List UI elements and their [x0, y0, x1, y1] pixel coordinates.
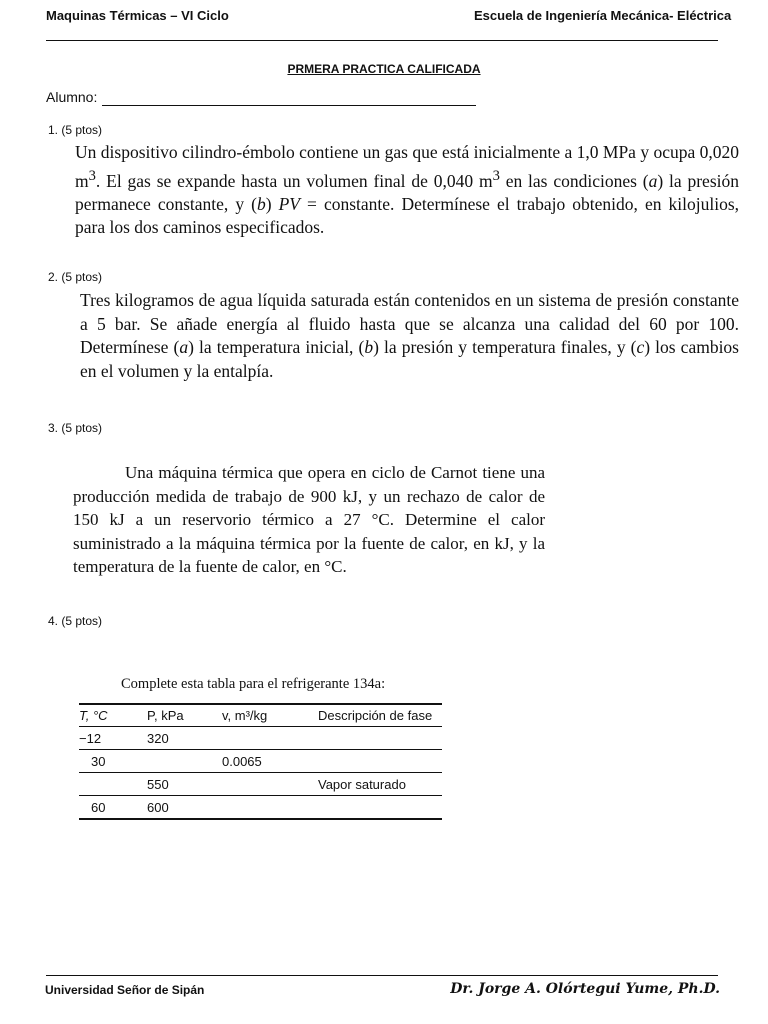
cell-specific-volume — [218, 773, 314, 796]
cell-temperature: 30 — [79, 750, 143, 773]
cell-phase: Vapor saturado — [314, 773, 442, 796]
author-signature: Dr. Jorge A. Olórtegui Yume, Ph.D. — [450, 981, 720, 997]
question-1-label: 1. (5 ptos) — [48, 123, 103, 137]
question-3-label: 3. (5 ptos) — [48, 421, 103, 435]
footer-rule — [46, 975, 718, 976]
cell-pressure: 320 — [143, 727, 218, 750]
cell-pressure — [143, 750, 218, 773]
refrigerant-table — [79, 703, 442, 820]
table-row — [79, 750, 442, 773]
table-row — [79, 773, 442, 796]
question-2-text: Tres kilogramos de agua líquida saturada están contenidos en un sistema de presión constante a 5 bar. Se añade energía al fluido hasta que se alcanza una calidad del 60 por 100. Determínese (a) la temperatura inicial, (b) la presión y temperatura finales, y (c) los cambios en el volumen y la entalpía. — [80, 290, 739, 381]
header-rule — [46, 40, 718, 41]
cell-temperature: 60 — [79, 796, 143, 820]
question-1-text: Un dispositivo cilindro-émbolo contiene un gas que está inicialmente a 1,0 MPa y ocupa 0,020 $m^3$. El gas se expande hasta un volumen final de 0,040 $m^3$ en las condiciones (a) la presión permanece constante, y (b) PV = constante. Determínese el trabajo obtenido, en kilojulios, para los dos caminos especificados. — [75, 142, 740, 238]
table-header-row — [79, 704, 442, 727]
table-caption: Complete esta tabla para el refrigerante 134a: — [121, 676, 386, 692]
col-pressure: P, kPa — [143, 704, 218, 727]
cell-phase — [314, 727, 442, 750]
table-row — [79, 796, 442, 820]
cell-pressure: 600 — [143, 796, 218, 820]
cell-phase — [314, 750, 442, 773]
cell-temperature: −12 — [79, 727, 143, 750]
question-3-text: Una máquina térmica que opera en ciclo de Carnot tiene una producción medida de trabajo de 900 kJ, y un rechazo de calor de 150 kJ a un reservorio térmico a 27 °C. Determine el calor suministrado a la máquina térmica por la fuente de calor, en kJ, y la temperatura de la fuente de calor, en °C. — [73, 463, 545, 576]
table-row — [79, 727, 442, 750]
col-phase-description: Descripción de fase — [314, 704, 442, 727]
cell-pressure: 550 — [143, 773, 218, 796]
school-header: Escuela de Ingeniería Mecánica- Eléctrica — [474, 8, 732, 23]
university-name: Universidad Señor de Sipán — [45, 983, 205, 997]
page-title: PRMERA PRACTICA CALIFICADA — [287, 62, 481, 76]
cell-phase — [314, 796, 442, 820]
col-specific-volume: v, m³/kg — [218, 704, 314, 727]
question-4-label: 4. (5 ptos) — [48, 614, 103, 628]
cell-specific-volume — [218, 727, 314, 750]
course-header: Maquinas Térmicas – VI Ciclo — [46, 8, 229, 23]
student-label: Alumno: — [46, 89, 98, 105]
col-temperature: T, °C — [79, 704, 143, 727]
cell-specific-volume: 0.0065 — [218, 750, 314, 773]
question-2-label: 2. (5 ptos) — [48, 270, 103, 284]
cell-temperature — [79, 773, 143, 796]
cell-specific-volume — [218, 796, 314, 820]
student-name-line — [102, 105, 476, 106]
